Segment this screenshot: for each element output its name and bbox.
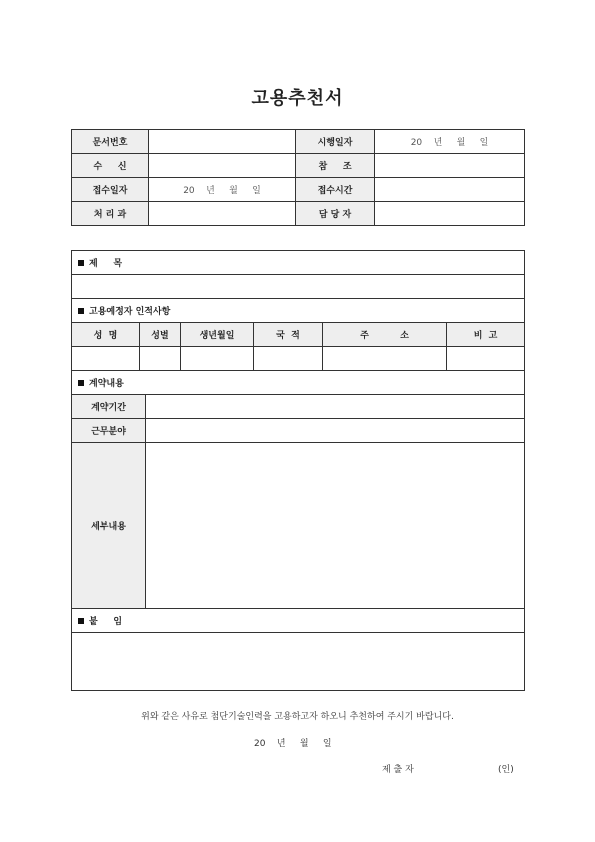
table-row <box>72 419 525 443</box>
column-header-remarks: 비 고 <box>447 323 525 347</box>
column-header-birthdate: 생년월일 <box>181 323 254 347</box>
doc-no-label: 문서번호 <box>72 130 149 154</box>
employee-section-header <box>72 299 525 323</box>
recommendation-form-table <box>71 250 525 691</box>
table-row <box>72 633 525 691</box>
table-row <box>72 395 525 419</box>
table-row <box>72 347 525 371</box>
subject-label: 제 목 <box>89 259 123 269</box>
work-field-label: 근무분야 <box>72 419 146 443</box>
table-row <box>72 275 525 299</box>
table-row <box>72 130 525 154</box>
attachment-label: 붙 임 <box>89 617 123 627</box>
details-field[interactable] <box>146 443 525 609</box>
contract-label: 계약내용 <box>89 379 124 389</box>
reference-field[interactable] <box>375 154 525 178</box>
enforce-date-label: 시행일자 <box>296 130 375 154</box>
column-header-address: 주 소 <box>323 323 447 347</box>
dept-field[interactable] <box>149 202 296 226</box>
doc-no-field[interactable] <box>149 130 296 154</box>
document-info-table <box>71 129 525 226</box>
table-row <box>72 323 525 347</box>
square-bullet-icon <box>78 618 84 624</box>
seal-mark: (인) <box>498 765 514 775</box>
square-bullet-icon <box>78 308 84 314</box>
recipient-field[interactable] <box>149 154 296 178</box>
table-row <box>72 202 525 226</box>
reference-label: 참 조 <box>296 154 375 178</box>
subject-field[interactable] <box>72 275 525 299</box>
table-row <box>72 154 525 178</box>
contract-section-header <box>72 371 525 395</box>
submitter-label: 제 출 자 <box>382 765 414 775</box>
dept-label: 처 리 과 <box>72 202 149 226</box>
receipt-time-label: 접수시간 <box>296 178 375 202</box>
subject-section-header <box>72 251 525 275</box>
employee-name-cell[interactable] <box>72 347 140 371</box>
table-row <box>72 299 525 323</box>
table-row <box>72 609 525 633</box>
square-bullet-icon <box>78 380 84 386</box>
receipt-date-field[interactable]: 20 년 월 일 <box>149 178 296 202</box>
submission-date: 20 년 월 일 <box>254 739 332 749</box>
work-field-field[interactable] <box>146 419 525 443</box>
column-header-name: 성 명 <box>72 323 140 347</box>
employee-remarks-cell[interactable] <box>447 347 525 371</box>
employee-gender-cell[interactable] <box>140 347 181 371</box>
receipt-time-field[interactable] <box>375 178 525 202</box>
contract-period-label: 계약기간 <box>72 395 146 419</box>
column-header-gender: 성별 <box>140 323 181 347</box>
employee-nationality-cell[interactable] <box>254 347 323 371</box>
recipient-label: 수 신 <box>72 154 149 178</box>
enforce-date-field[interactable]: 20 년 월 일 <box>375 130 525 154</box>
table-row <box>72 371 525 395</box>
manager-label: 담 당 자 <box>296 202 375 226</box>
column-header-nationality: 국 적 <box>254 323 323 347</box>
manager-field[interactable] <box>375 202 525 226</box>
contract-period-field[interactable] <box>146 395 525 419</box>
page-title: 고용추천서 <box>251 88 344 109</box>
square-bullet-icon <box>78 260 84 266</box>
receipt-date-label: 접수일자 <box>72 178 149 202</box>
table-row <box>72 443 525 609</box>
employee-birthdate-cell[interactable] <box>181 347 254 371</box>
table-row <box>72 251 525 275</box>
employee-address-cell[interactable] <box>323 347 447 371</box>
request-statement: 위와 같은 사유로 첨단기술인력을 고용하고자 하오니 추천하여 주시기 바랍니다. <box>141 712 454 722</box>
details-label: 세부내용 <box>72 443 146 609</box>
attachment-section-header <box>72 609 525 633</box>
attachment-field[interactable] <box>72 633 525 691</box>
employee-label: 고용예정자 인적사항 <box>89 307 171 317</box>
table-row <box>72 178 525 202</box>
